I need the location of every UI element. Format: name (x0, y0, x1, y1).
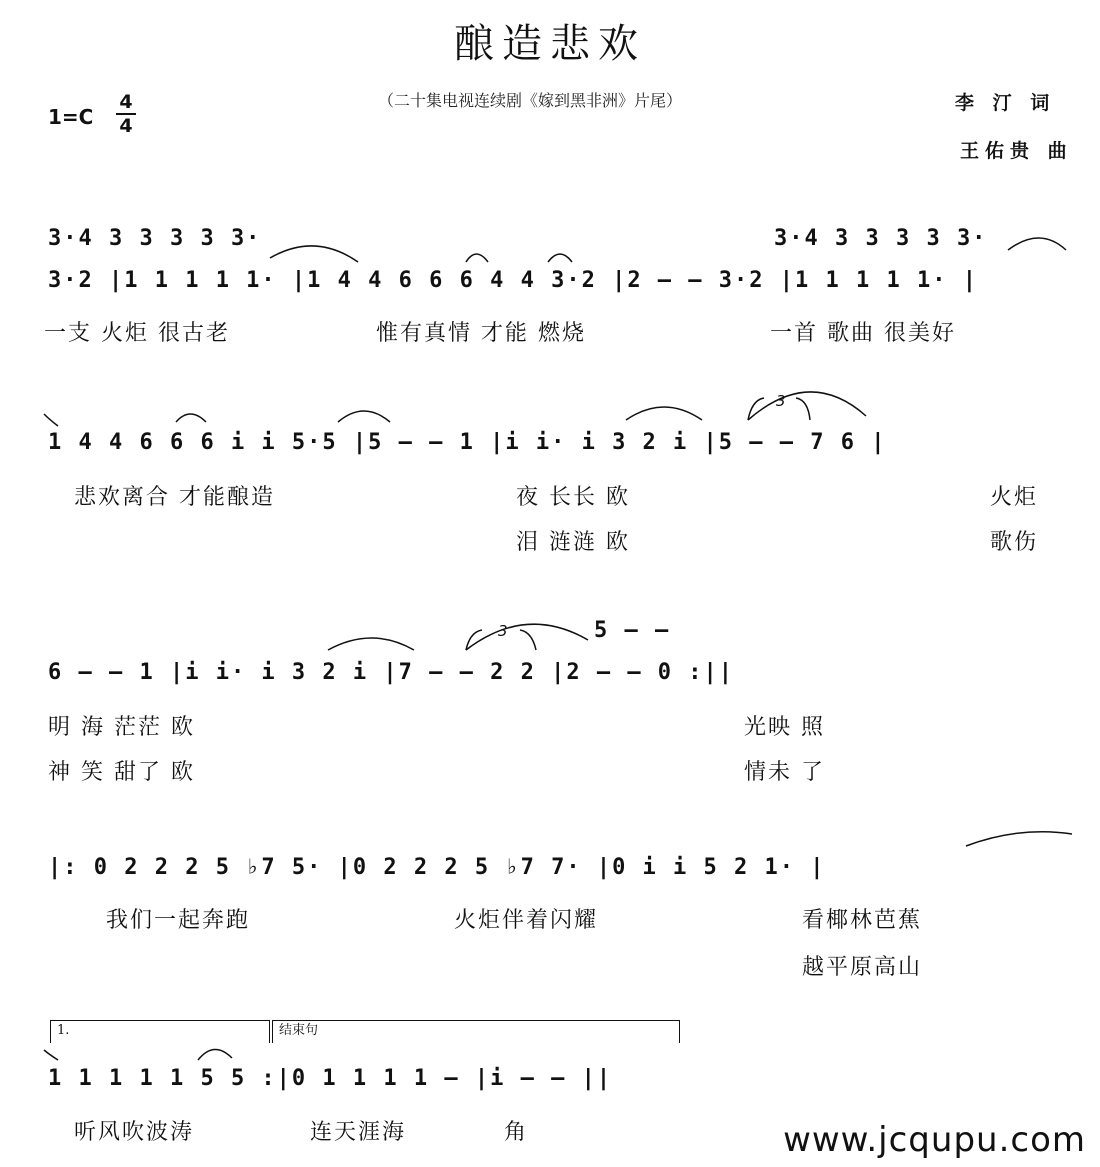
system2-lyric-c1: 火炬 (990, 485, 1039, 510)
system4-lyric-c2: 越平原高山 (802, 955, 923, 980)
system2-notes: 1 4 4 6 6 6 i i 5·5 |5 – – 1 |i i· i 3 2 i |5 – – 7 6 | (48, 430, 887, 455)
system2-lyric-b1: 夜 长长 欧 (516, 485, 630, 510)
system1-upper-right: 3·4 3 3 3 3 3· (774, 226, 988, 251)
page-title: 酿造悲欢 (454, 21, 646, 67)
time-signature-denominator: 4 (119, 115, 133, 137)
system4-lyric-b: 火炬伴着闪耀 (454, 908, 599, 933)
slur (466, 630, 536, 650)
system3-notes: 6 – – 1 |i i· i 3 2 i |7 – – 2 2 |2 – – 0 :|| (48, 660, 735, 685)
system3-upper: 5 – – (594, 618, 671, 643)
system5-lyric-b: 连天涯海 (310, 1120, 407, 1145)
subtitle: （二十集电视连续剧《嫁到黑非洲》片尾） (378, 91, 683, 110)
system1-lyric-c: 一首 歌曲 很美好 (770, 321, 956, 346)
system3-tuplet: 3 (498, 622, 508, 640)
system2-lyric-c2: 歌伤 (990, 530, 1039, 555)
key-signature: 1=C (48, 105, 94, 129)
system3-lyric-b1: 光映 照 (744, 715, 825, 740)
slur (548, 254, 572, 262)
system5-notes: 1 1 1 1 1 5 5 :|0 1 1 1 1 – |i – – || (48, 1066, 613, 1091)
slur (338, 411, 390, 422)
volta-ending-phrase: 结束句 (272, 1020, 680, 1043)
system1-lyric-a: 一支 火炬 很古老 (44, 321, 230, 346)
slur (328, 638, 414, 650)
slur (748, 398, 810, 420)
system1-lyric-b: 惟有真情 才能 燃烧 (376, 321, 586, 346)
system5-lyric-a: 听风吹波涛 (74, 1120, 195, 1145)
system5-lyric-c: 角 (504, 1120, 529, 1145)
slur (270, 246, 358, 262)
system3-lyric-b2: 情未 了 (744, 760, 825, 785)
system4-notes: |: 0 2 2 2 5 ♭7 5· |0 2 2 2 5 ♭7 7· |0 i i 5 2 1· | (48, 855, 826, 880)
system1-upper-left: 3·4 3 3 3 3 3· (48, 226, 262, 251)
watermark: www.jcqupu.com (783, 1120, 1086, 1160)
system2-tuplet: 3 (776, 392, 786, 410)
slur (44, 1050, 58, 1060)
system3-lyric-a1: 明 海 茫茫 欧 (48, 715, 195, 740)
slur (966, 832, 1072, 846)
volta-first-ending: 1. (50, 1020, 270, 1043)
slur (198, 1049, 232, 1060)
composer: 王佑贵 曲 (960, 140, 1073, 162)
time-signature-numerator: 4 (119, 91, 133, 113)
system4-lyric-c1: 看椰林芭蕉 (802, 908, 923, 933)
system1-notes: 3·2 |1 1 1 1 1· |1 4 4 6 6 6 4 4 3·2 |2 – – 3·2 |1 1 1 1 1· | (48, 268, 978, 293)
slur (44, 414, 58, 426)
lyricist: 李 汀 词 (955, 92, 1056, 114)
system4-lyric-a: 我们一起奔跑 (106, 908, 251, 933)
system2-lyric-a: 悲欢离合 才能酿造 (74, 485, 275, 510)
slur (466, 624, 588, 650)
slur (626, 407, 702, 420)
slur (466, 254, 488, 262)
slur (176, 414, 206, 422)
system2-lyric-b2: 泪 涟涟 欧 (516, 530, 630, 555)
system3-lyric-a2: 神 笑 甜了 欧 (48, 760, 195, 785)
slur (1008, 238, 1066, 250)
